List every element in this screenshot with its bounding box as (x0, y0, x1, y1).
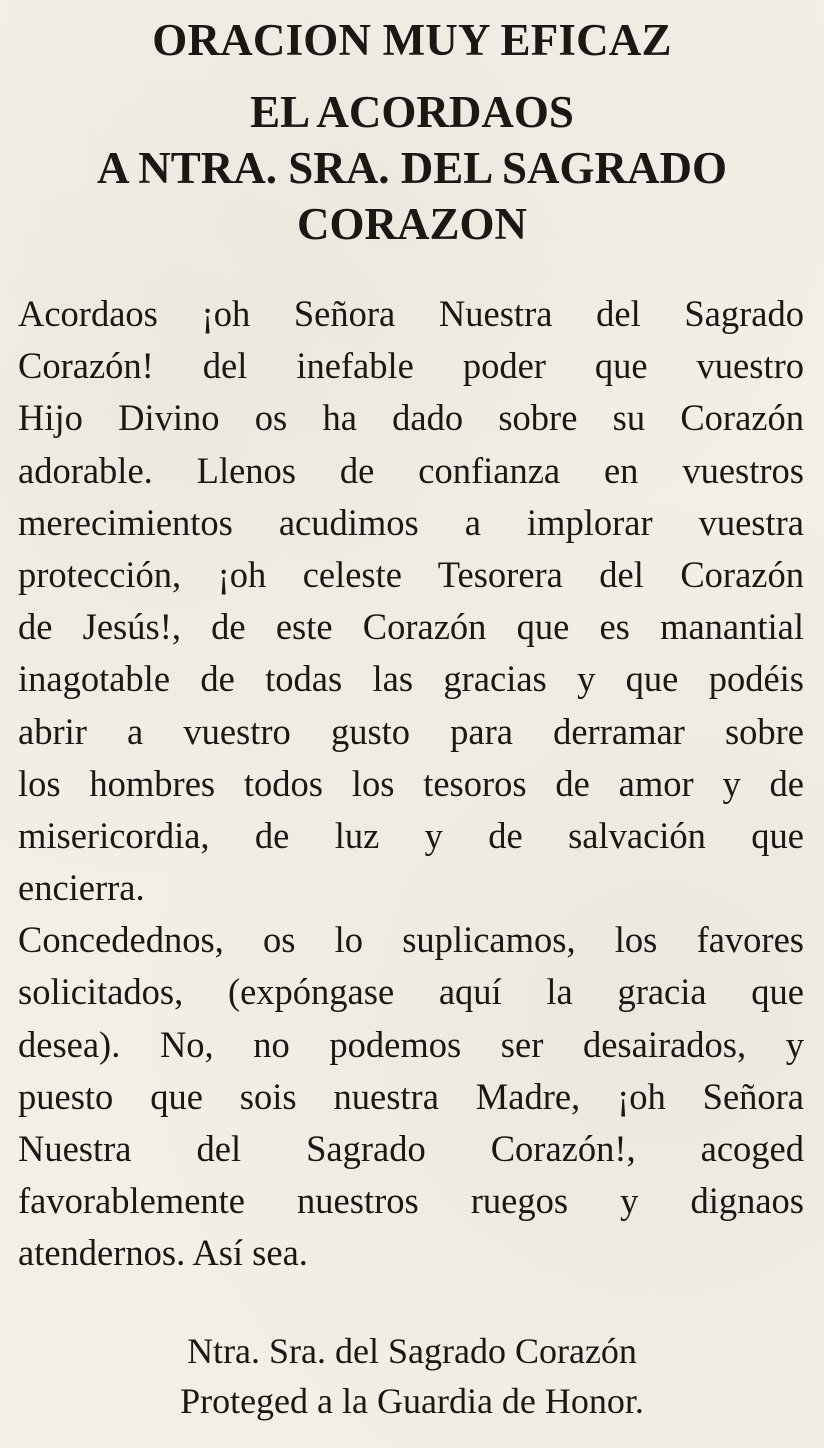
prayer-line: Hijo Divino os ha dado sobre su Corazón (18, 397, 804, 439)
prayer-title: ORACION MUY EFICAZ (152, 15, 672, 65)
prayer-line: favorablemente nuestros ruegos y dignaos (18, 1180, 804, 1222)
prayer-line: desea). No, no podemos ser desairados, y (18, 1023, 804, 1065)
prayer-line: Concedednos, os lo suplicamos, los favores (18, 919, 804, 961)
subtitle-line: EL ACORDAOS (250, 87, 574, 137)
prayer-line: protección, ¡oh celeste Tesorera del Corazón (18, 553, 804, 595)
prayer-footer (0, 1326, 824, 1426)
prayer-line: Corazón! del inefable poder que vuestro (18, 345, 804, 387)
prayer-line: inagotable de todas las gracias y que podéis (18, 658, 804, 700)
prayer-line: Nuestra del Sagrado Corazón!, acoged (18, 1128, 804, 1169)
prayer-line: de Jesús!, de este Corazón que es manantial (18, 606, 804, 648)
prayer-subtitle (0, 84, 824, 252)
subtitle-line: A NTRA. SRA. DEL SAGRADO (96, 143, 728, 193)
prayer-line: merecimientos acudimos a implorar vuestra (18, 501, 804, 543)
prayer-line: solicitados, (expóngase aquí la gracia que (18, 971, 804, 1013)
footer-line: Ntra. Sra. del Sagrado Corazón (187, 1331, 637, 1371)
prayer-line: los hombres todos los tesoros de amor y de (18, 762, 804, 804)
prayer-line: Acordaos ¡oh Señora Nuestra del Sagrado (18, 293, 804, 334)
footer-line: Proteged a la Guardia de Honor. (180, 1381, 644, 1421)
prayer-body (18, 288, 804, 1280)
prayer-line: atendernos. Así sea. (18, 1232, 308, 1274)
subtitle-line: CORAZON (296, 199, 527, 249)
prayer-line: encierra. (18, 867, 145, 909)
prayer-line: abrir a vuestro gusto para derramar sobre (18, 710, 804, 752)
prayer-line: adorable. Llenos de confianza en vuestros (18, 449, 804, 491)
prayer-line: misericordia, de luz y de salvación que (18, 814, 804, 856)
prayer-line: puesto que sois nuestra Madre, ¡oh Señora (18, 1075, 804, 1117)
